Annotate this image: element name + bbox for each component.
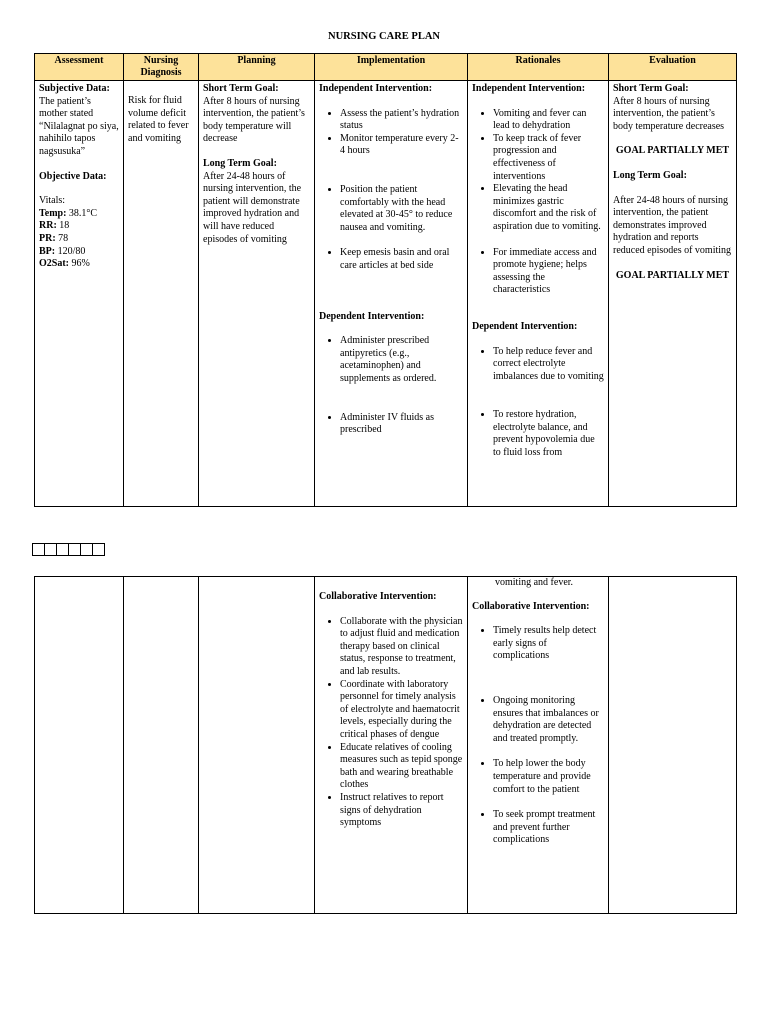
vital-rr: RR: 18: [39, 220, 70, 232]
vital-pr: PR: 78: [39, 232, 69, 244]
list-item: • To help reduce fever and correct electrolyte imbalances due to vomiting: [493, 346, 604, 384]
subjective-label: Subjective Data:: [39, 83, 110, 94]
diagnosis-cell-continued: [124, 577, 199, 914]
care-plan-table-continued: [34, 576, 737, 914]
planning-short-label: Short Term Goal:: [203, 83, 279, 94]
care-plan-table: [34, 53, 737, 507]
list-item: • Keep emesis basin and oral care articles at bed side: [340, 247, 463, 272]
rationales-cell-continued: [468, 577, 609, 914]
impl-dependent-label: Dependent Intervention:: [319, 310, 425, 322]
rat-dependent-list: [472, 346, 604, 460]
care-plan-row: [35, 81, 737, 507]
list-item: • Coordinate with laboratory personnel for timely analysis of electrolyte and haematocrit levels, especially during the critical phases of dengue: [340, 679, 463, 742]
vitals-label: Vitals:: [39, 195, 66, 207]
planning-short-text: After 8 hours of nursing intervention, the patient’s body temperature will decrease: [203, 95, 305, 145]
implementation-cell: [315, 81, 468, 507]
impl-dependent-list: [319, 335, 463, 437]
eval-long-status: GOAL PARTIALLY MET: [615, 269, 730, 281]
care-plan-row-continued: [35, 577, 737, 914]
page-break-marker: [32, 543, 104, 556]
header-evaluation: Evaluation: [609, 54, 737, 81]
header-assessment: Assessment: [35, 54, 124, 81]
eval-short-text: After 8 hours of nursing intervention, the patient’s body temperature decreases: [613, 95, 725, 132]
rat-dependent-continued: vomiting and fever.: [495, 577, 574, 588]
eval-long-text: After 24-48 hours of nursing intervention, the patient demonstrates improved hydration and reports reduced episodes of vomiting: [613, 194, 732, 256]
diagnosis-cell: [124, 81, 199, 507]
list-item: • Timely results help detect early signs of complications: [493, 625, 604, 663]
list-item: • Administer prescribed antipyretics (e.g., acetaminophen) and supplements as ordered.: [340, 335, 463, 385]
subjective-text: The patient’s mother stated “Nilalagnat po siya, nahihilo tapos nagsusuka”: [39, 95, 119, 157]
header-diagnosis: Nursing Diagnosis: [124, 54, 199, 81]
list-item: • Monitor temperature every 2-4 hours: [340, 133, 463, 158]
eval-short-status: GOAL PARTIALLY MET: [615, 145, 730, 157]
list-item: • Educate relatives of cooling measures such as tepid sponge bath and wearing breathable clothes: [340, 742, 463, 792]
header-rationales: Rationales: [468, 54, 609, 81]
page-title: NURSING CARE PLAN: [327, 31, 440, 42]
list-item: • To seek prompt treatment and prevent further complications: [493, 809, 604, 847]
rat-collaborative-label: Collaborative Intervention:: [472, 600, 590, 612]
rat-dependent-label: Dependent Intervention:: [472, 320, 578, 332]
eval-short-label: Short Term Goal:: [613, 83, 689, 94]
impl-independent-label: Independent Intervention:: [319, 83, 433, 94]
list-item: • To help lower the body temperature and provide comfort to the patient: [493, 758, 604, 796]
planning-long-label: Long Term Goal:: [203, 157, 277, 169]
evaluation-cell-continued: [609, 577, 737, 914]
list-item: • Administer IV fluids as prescribed: [340, 412, 463, 437]
list-item: • Instruct relatives to report signs of dehydration symptoms: [340, 792, 463, 830]
rat-independent-label: Independent Intervention:: [472, 83, 586, 94]
assessment-cell-continued: [35, 577, 124, 914]
list-item: • Vomiting and fever can lead to dehydration: [493, 108, 604, 133]
list-item: • Elevating the head minimizes gastric discomfort and the risk of aspiration due to vomiting.: [493, 183, 604, 233]
header-planning: Planning: [199, 54, 315, 81]
list-item: • Collaborate with the physician to adjust fluid and medication therapy based on clinical status, response to treatment, and lab results.: [340, 616, 463, 679]
planning-cell-continued: [199, 577, 315, 914]
rationales-cell: [468, 81, 609, 507]
evaluation-cell: [609, 81, 737, 507]
header-row: [35, 54, 737, 81]
impl-independent-list: [319, 108, 463, 273]
diagnosis-text: Risk for fluid volume deficit related to fever and vomiting: [128, 95, 189, 144]
objective-label: Objective Data:: [39, 170, 107, 182]
impl-collaborative-label: Collaborative Intervention:: [319, 591, 437, 602]
list-item: • Ongoing monitoring ensures that imbalances or dehydration are detected and treated promptly.: [493, 695, 604, 745]
list-item: • Assess the patient’s hydration status: [340, 108, 463, 133]
vital-bp: BP: 120/80: [39, 245, 86, 257]
planning-cell: [199, 81, 315, 507]
rat-collaborative-list: [472, 625, 604, 847]
impl-collaborative-list: [319, 616, 463, 830]
header-implementation: Implementation: [315, 54, 468, 81]
eval-long-label: Long Term Goal:: [613, 169, 687, 181]
list-item: • To keep track of fever progression and effectiveness of interventions: [493, 133, 604, 183]
list-item: • To restore hydration, electrolyte balance, and prevent hypovolemia due to fluid loss from: [493, 409, 604, 459]
vital-o2sat: O2Sat: 96%: [39, 258, 90, 270]
assessment-cell: [35, 81, 124, 507]
implementation-cell-continued: [315, 577, 468, 914]
rat-independent-list: [472, 108, 604, 297]
list-item: • Position the patient comfortably with the head elevated at 30-45° to reduce nausea and vomiting.: [340, 184, 463, 234]
list-item: • For immediate access and promote hygiene; helps assessing the characteristics: [493, 247, 604, 297]
vital-temp: Temp: 38.1°C: [39, 207, 98, 219]
planning-long-text: After 24-48 hours of nursing intervention, the patient will demonstrate improved hydration and will have reduced episodes of vomiting: [203, 170, 302, 245]
